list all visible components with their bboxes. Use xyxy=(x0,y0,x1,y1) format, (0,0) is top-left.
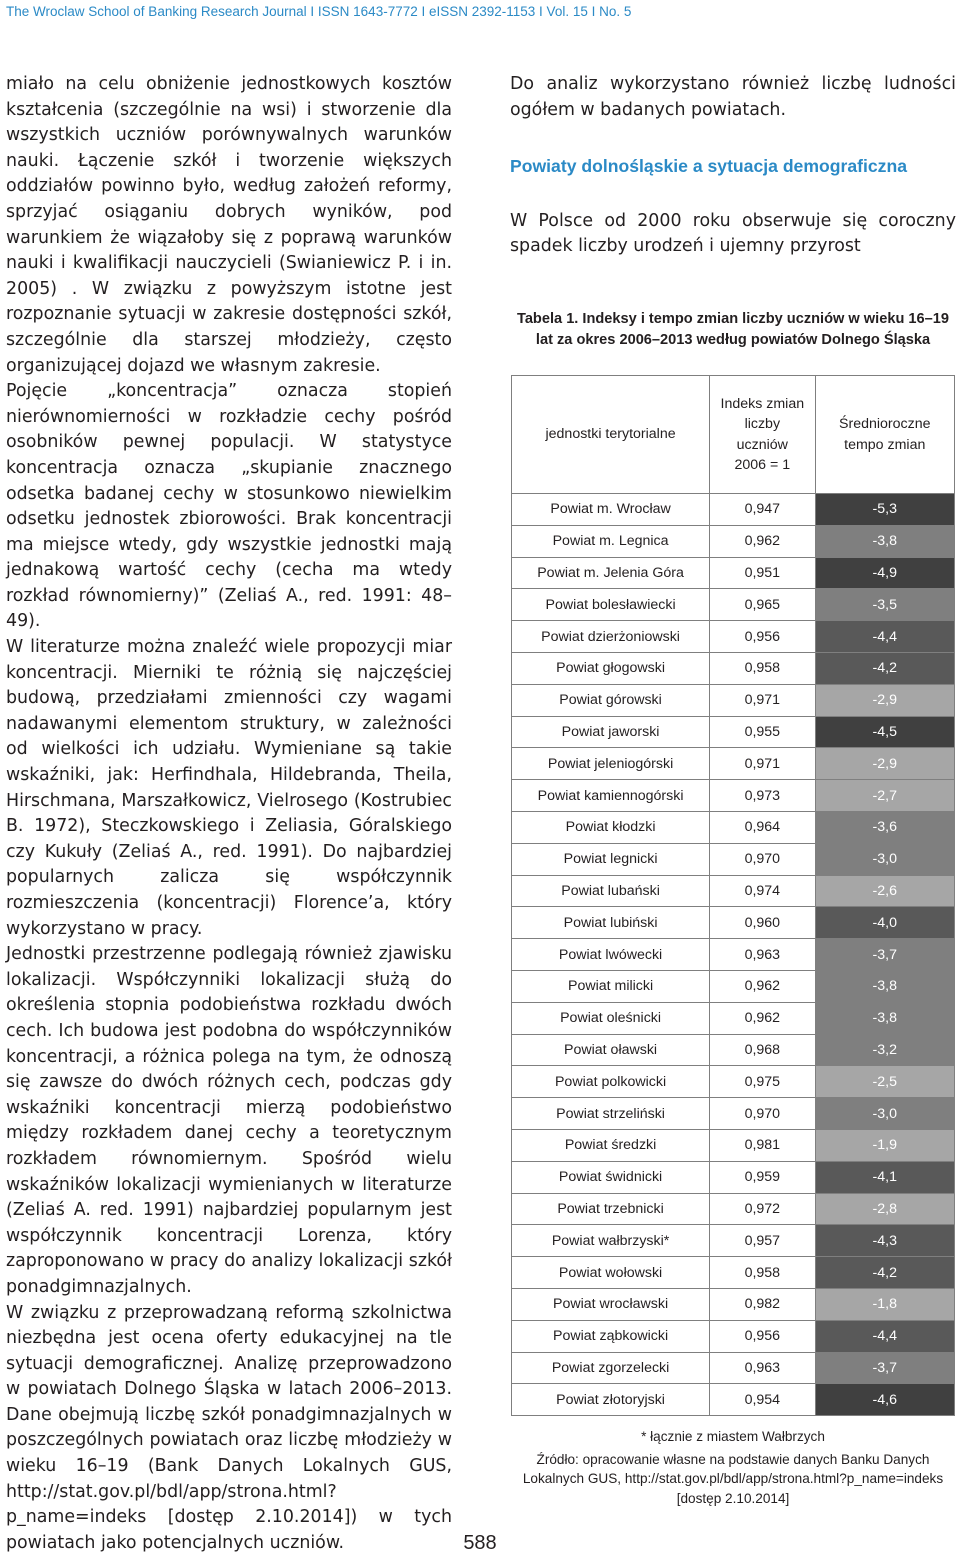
cell-unit: Powiat strzeliński xyxy=(512,1098,710,1130)
cell-unit: Powiat górowski xyxy=(512,684,710,716)
cell-index: 0,962 xyxy=(710,525,815,557)
cell-index: 0,962 xyxy=(710,1002,815,1034)
running-head: The Wroclaw School of Banking Research Journal I ISSN 1643-7772 I eISSN 2392-1153 I Vol. 15 I No. 5 xyxy=(6,4,632,19)
table-row xyxy=(512,811,955,843)
cell-unit: Powiat zgorzelecki xyxy=(512,1352,710,1384)
header-index xyxy=(710,376,815,494)
cell-unit: Powiat lwówecki xyxy=(512,939,710,971)
cell-unit: Powiat jaworski xyxy=(512,716,710,748)
cell-index: 0,955 xyxy=(710,716,815,748)
cell-unit: Powiat wałbrzyski* xyxy=(512,1225,710,1257)
cell-unit: Powiat polkowicki xyxy=(512,1066,710,1098)
cell-unit: Powiat trzebnicki xyxy=(512,1193,710,1225)
cell-tempo: -1,9 xyxy=(815,1129,954,1161)
table-row xyxy=(512,1098,955,1130)
cell-unit: Powiat kamiennogórski xyxy=(512,780,710,812)
cell-index: 0,951 xyxy=(710,557,815,589)
table-row xyxy=(512,1384,955,1416)
table-row xyxy=(512,1034,955,1066)
table-row xyxy=(512,1161,955,1193)
cell-index: 0,970 xyxy=(710,843,815,875)
cell-tempo: -4,1 xyxy=(815,1161,954,1193)
cell-index: 0,958 xyxy=(710,1257,815,1289)
table-row xyxy=(512,1288,955,1320)
cell-index: 0,973 xyxy=(710,780,815,812)
header-unit: jednostki terytorialne xyxy=(512,376,710,494)
cell-index: 0,970 xyxy=(710,1098,815,1130)
footnote-walbrzych: * łącznie z miastem Wałbrzych xyxy=(641,1429,825,1444)
cell-unit: Powiat głogowski xyxy=(512,652,710,684)
cell-index: 0,954 xyxy=(710,1384,815,1416)
paragraph-reform: miało na celu obniżenie jednostkowych kosztów kształcenia (szczególnie na wsi) i stworzenie dla wszystkich uczniów porównywalnych warunków nauki. Łączenie szkół i tworzenie większych oddziałów powinno było, według założeń reformy, sprzyjać osiąganiu dobrych wyników, pod warunkiem że wiązałoby się z poprawą warunków nauki i kwalifikacji nauczycieli (Swianiewicz P. i in. 2005) . W związku z powyższym istotne jest rozpoznanie sytuacji w zakresie dostępności szkół, szczególnie dla starszej młodzieży, często organizującej dojazd we własnym zakresie. xyxy=(6,74,452,376)
table-row xyxy=(512,1257,955,1289)
cell-index: 0,972 xyxy=(710,1193,815,1225)
cell-index: 0,971 xyxy=(710,684,815,716)
right-column xyxy=(510,72,956,260)
table-row xyxy=(512,1129,955,1161)
table-row xyxy=(512,557,955,589)
cell-tempo: -4,9 xyxy=(815,557,954,589)
page-number: 588 xyxy=(463,1532,497,1554)
table-row xyxy=(512,1066,955,1098)
cell-unit: Powiat ząbkowicki xyxy=(512,1320,710,1352)
cell-unit: Powiat kłodzki xyxy=(512,811,710,843)
section-heading: Powiaty dolnośląskie a sytuacja demograficzna xyxy=(510,156,907,177)
paragraph-population: Do analiz wykorzystano również liczbę ludności ogółem w badanych powiatach. xyxy=(510,74,956,120)
paragraph-data-scope: W związku z przeprowadzaną reformą szkolnictwa niezbędna jest ocena oferty edukacyjnej na tle sytuacji demograficznej. Analizę przeprowadzono w powiatach Dolnego Śląska w latach 2006–2013. Dane obejmują liczbę szkół ponadgimnazjalnych w poszczególnych powiatach oraz liczbę młodzieży w wieku 16–19 (Bank Danych Lokalnych GUS, http://stat.gov.pl/bdl/app/strona.html?p_name=indeks [dostęp 2.10.2014]) w tych powiatach jako potencjalnych uczniów. xyxy=(6,1302,452,1553)
cell-index: 0,975 xyxy=(710,1066,815,1098)
cell-tempo: -3,2 xyxy=(815,1034,954,1066)
cell-unit: Powiat oławski xyxy=(512,1034,710,1066)
paragraph-demography: W Polsce od 2000 roku obserwuje się coroczny spadek liczby urodzeń i ujemny przyrost xyxy=(510,210,956,257)
cell-tempo: -4,2 xyxy=(815,652,954,684)
table-row xyxy=(512,748,955,780)
table-row xyxy=(512,621,955,653)
cell-tempo: -3,0 xyxy=(815,1098,954,1130)
cell-index: 0,962 xyxy=(710,970,815,1002)
table-row xyxy=(512,589,955,621)
paragraph-concentration-definition: Pojęcie „koncentracja” oznacza stopień nierównomierności w rozkładzie cechy pośród osobników pewnej populacji. W statystyce koncentracja oznacza „skupianie znacznego odsetka badanej cechy w stosunkowo niewielkim odsetku jednostek zbiorowości. Brak koncentracji ma miejsce wtedy, gdy wszystkie jednostki mają jednakową wartość cechy (cecha ma wtedy rozkład równomierny)” (Zeliaś A., red. 1991: 48–49). xyxy=(6,381,452,632)
left-column xyxy=(6,72,452,1556)
table-row xyxy=(512,1225,955,1257)
table-footnotes xyxy=(510,1427,956,1508)
cell-tempo: -4,3 xyxy=(815,1225,954,1257)
cell-index: 0,960 xyxy=(710,907,815,939)
header-tempo-text: Średnioroczne tempo zmian xyxy=(839,416,931,453)
paragraph-concentration-measures: W literaturze można znaleźć wiele propozycji miar koncentracji. Mierniki te różnią się najczęściej budową, przedziałami zmienności czy wagami nadawanymi elementom struktury, w zależności od wielkości ich udziału. Wymieniane są takie wskaźniki, jak: Herfindhala, Hildebranda, Theila, Hirschmana, Marszałkowicz, Vielrosego (Kostrubiec B. 1972), Steczkowskiego i Zeliasia, Góralskiego czy Kukuły (Zeliaś A., red. 1991). Do najbardziej popularnych zalicza się współczynnik rozmieszczenia (koncentracji) Florence’a, który wykorzystano w pracy. xyxy=(6,637,452,939)
cell-unit: Powiat wołowski xyxy=(512,1257,710,1289)
index-table xyxy=(511,375,955,1416)
cell-tempo: -3,7 xyxy=(815,1352,954,1384)
cell-unit: Powiat oleśnicki xyxy=(512,1002,710,1034)
cell-index: 0,971 xyxy=(710,748,815,780)
table-row xyxy=(512,494,955,526)
cell-tempo: -3,8 xyxy=(815,970,954,1002)
cell-index: 0,957 xyxy=(710,1225,815,1257)
cell-tempo: -2,9 xyxy=(815,684,954,716)
cell-index: 0,947 xyxy=(710,494,815,526)
cell-unit: Powiat dzierżoniowski xyxy=(512,621,710,653)
cell-tempo: -3,0 xyxy=(815,843,954,875)
source-note: Źródło: opracowanie własne na podstawie danych Banku Danych Lokalnych GUS, http://stat.gov.pl/bdl/app/strona.html?p_name=indeks [dostęp 2.10.2014] xyxy=(522,1451,944,1506)
table-row xyxy=(512,1193,955,1225)
cell-unit: Powiat złotoryjski xyxy=(512,1384,710,1416)
table-header-row xyxy=(512,376,955,494)
table-row xyxy=(512,525,955,557)
cell-tempo: -4,5 xyxy=(815,716,954,748)
table-row xyxy=(512,1320,955,1352)
cell-unit: Powiat milicki xyxy=(512,970,710,1002)
paragraph-localization: Jednostki przestrzenne podlegają również zjawisku lokalizacji. Współczynniki lokalizacji służą do określenia stopnia podobieństwa rozkładu dwóch cech. Ich budowa jest podobna do współczynników koncentracji, a różnica polega na tym, że odnoszą się zawsze do dwóch różnych cech, podczas gdy wskaźniki koncentracji mierzą podobieństwo między rozkładem danej cechy a teoretycznym rozkładem równomiernym. Spośród wielu wskaźników lokalizacji wymienianych w literaturze (Zeliaś A. red. 1991) najbardziej popularnym jest współczynnik koncentracji Lorenza, który zaproponowano w pracy do analizy lokalizacji szkół ponadgimnazjalnych. xyxy=(6,944,452,1297)
header-tempo xyxy=(815,376,954,494)
cell-tempo: -3,5 xyxy=(815,589,954,621)
cell-tempo: -2,6 xyxy=(815,875,954,907)
table-row xyxy=(512,1002,955,1034)
cell-tempo: -3,7 xyxy=(815,939,954,971)
cell-unit: Powiat m. Wrocław xyxy=(512,494,710,526)
table-row xyxy=(512,1352,955,1384)
cell-index: 0,956 xyxy=(710,621,815,653)
table-row xyxy=(512,875,955,907)
cell-index: 0,958 xyxy=(710,652,815,684)
cell-tempo: -2,9 xyxy=(815,748,954,780)
cell-tempo: -3,6 xyxy=(815,811,954,843)
cell-unit: Powiat świdnicki xyxy=(512,1161,710,1193)
cell-unit: Powiat m. Legnica xyxy=(512,525,710,557)
cell-index: 0,981 xyxy=(710,1129,815,1161)
cell-tempo: -5,3 xyxy=(815,494,954,526)
cell-unit: Powiat bolesławiecki xyxy=(512,589,710,621)
table-row xyxy=(512,716,955,748)
cell-unit: Powiat m. Jelenia Góra xyxy=(512,557,710,589)
cell-unit: Powiat średzki xyxy=(512,1129,710,1161)
table-row xyxy=(512,684,955,716)
cell-unit: Powiat lubiński xyxy=(512,907,710,939)
cell-unit: Powiat wrocławski xyxy=(512,1288,710,1320)
cell-index: 0,982 xyxy=(710,1288,815,1320)
table-row xyxy=(512,652,955,684)
cell-tempo: -2,8 xyxy=(815,1193,954,1225)
cell-index: 0,959 xyxy=(710,1161,815,1193)
cell-index: 0,965 xyxy=(710,589,815,621)
cell-tempo: -4,2 xyxy=(815,1257,954,1289)
table-body xyxy=(512,494,955,1416)
cell-tempo: -4,0 xyxy=(815,907,954,939)
table-row xyxy=(512,907,955,939)
cell-tempo: -3,8 xyxy=(815,1002,954,1034)
cell-tempo: -2,7 xyxy=(815,780,954,812)
cell-unit: Powiat legnicki xyxy=(512,843,710,875)
cell-index: 0,974 xyxy=(710,875,815,907)
cell-tempo: -3,8 xyxy=(815,525,954,557)
cell-tempo: -4,4 xyxy=(815,1320,954,1352)
cell-tempo: -1,8 xyxy=(815,1288,954,1320)
table-row xyxy=(512,780,955,812)
cell-index: 0,968 xyxy=(710,1034,815,1066)
table-row xyxy=(512,970,955,1002)
cell-index: 0,963 xyxy=(710,1352,815,1384)
cell-unit: Powiat jeleniogórski xyxy=(512,748,710,780)
cell-unit: Powiat lubański xyxy=(512,875,710,907)
table-row xyxy=(512,843,955,875)
table-row xyxy=(512,939,955,971)
table-caption: Tabela 1. Indeksy i tempo zmian liczby uczniów w wieku 16–19 lat za okres 2006–2013 według powiatów Dolnego Śląska xyxy=(516,311,949,348)
cell-tempo: -4,6 xyxy=(815,1384,954,1416)
cell-index: 0,956 xyxy=(710,1320,815,1352)
header-index-text: Indeks zmian liczby uczniów 2006 = 1 xyxy=(720,395,805,473)
cell-index: 0,963 xyxy=(710,939,815,971)
cell-index: 0,964 xyxy=(710,811,815,843)
cell-tempo: -4,4 xyxy=(815,621,954,653)
cell-tempo: -2,5 xyxy=(815,1066,954,1098)
